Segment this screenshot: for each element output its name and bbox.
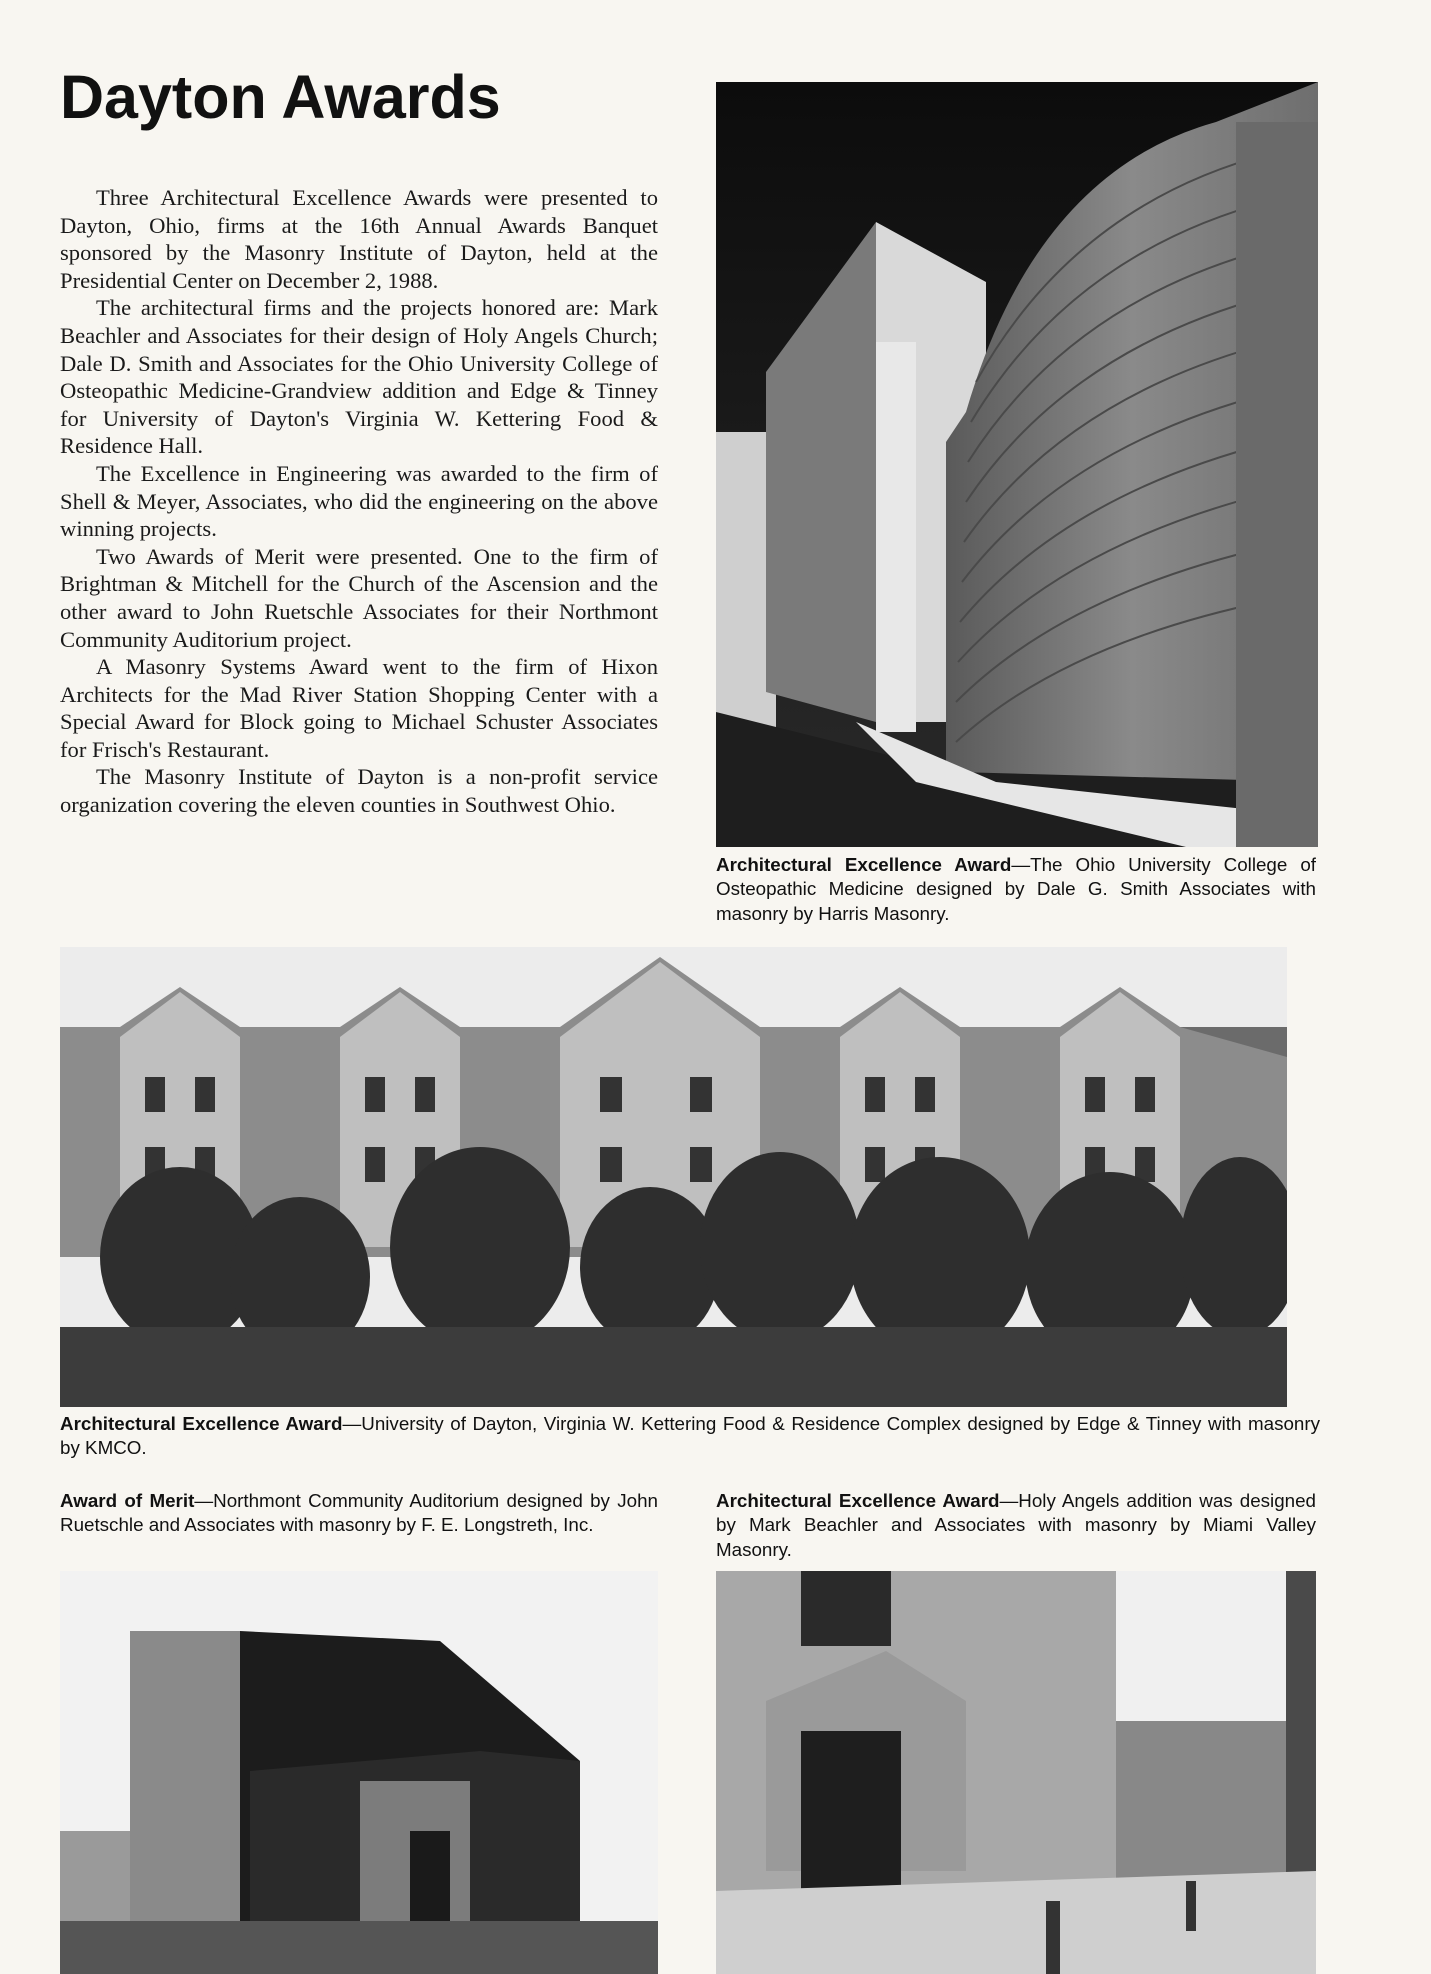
caption-holy-angels [716, 1489, 1316, 1562]
paragraph: Two Awards of Merit were presented. One to the firm of Brightman & Mitchell for the Church of the Ascension and the other award to John Ruetschle Associates for their Northmont Community Auditorium project. [60, 543, 658, 652]
photo-kettering-residence [60, 947, 1287, 1407]
caption-award-name: Award of Merit [60, 1490, 195, 1511]
caption-award-name: Architectural Excellence Award [716, 1490, 1000, 1511]
page-title: Dayton Awards [60, 63, 501, 131]
caption-northmont [60, 1489, 658, 1538]
caption-award-name: Architectural Excellence Award [716, 854, 1012, 875]
paragraph: Three Architectural Excellence Awards were presented to Dayton, Ohio, firms at the 16th Annual Awards Banquet sponsored by the Masonry Institute of Dayton, held at the Presidential Center on December 2, 1988. [60, 185, 658, 293]
paragraph: The Excellence in Engineering was awarded to the firm of Shell & Meyer, Associates, who did the engineering on the above winning projects. [60, 460, 658, 542]
paragraph: The Masonry Institute of Dayton is a non-profit service organization covering the eleven counties in Southwest Ohio. [60, 764, 658, 818]
caption-text: —The Ohio University College of Osteopathic Medicine designed by Dale G. Smith Associates with masonry by Harris Masonry. [716, 854, 1316, 924]
caption-kettering [60, 1412, 1320, 1461]
caption-text: —Holy Angels addition was designed by Mark Beachler and Associates with masonry by Miami Valley Masonry. [716, 1490, 1316, 1560]
photo-northmont-auditorium [60, 1571, 658, 1974]
paragraph: A Masonry Systems Award went to the firm of Hixon Architects for the Mad River Station Shopping Center with a Special Award for Block going to Michael Schuster Associates for Frisch's Restaurant. [60, 654, 658, 762]
caption-text: —University of Dayton, Virginia W. Kettering Food & Residence Complex designed by Edge & Tinney with masonry by KMCO. [60, 1413, 1320, 1459]
article-body [60, 184, 658, 819]
caption-osteopathic [716, 853, 1316, 926]
photo-osteopathic-building [716, 82, 1318, 847]
photo-holy-angels-addition [716, 1571, 1316, 1974]
paragraph: The architectural firms and the projects honored are: Mark Beachler and Associates for their design of Holy Angels Church; Dale D. Smith and Associates for the Ohio University College of Osteopathic Medicine-Grandview addition and Edge & Tinney for University of Dayton's Virginia W. Kettering Food & Residence Hall. [60, 295, 658, 459]
caption-text: —Northmont Community Auditorium designed by John Ruetschle and Associates with masonry by F. E. Longstreth, Inc. [60, 1490, 658, 1536]
caption-award-name: Architectural Excellence Award [60, 1413, 343, 1434]
